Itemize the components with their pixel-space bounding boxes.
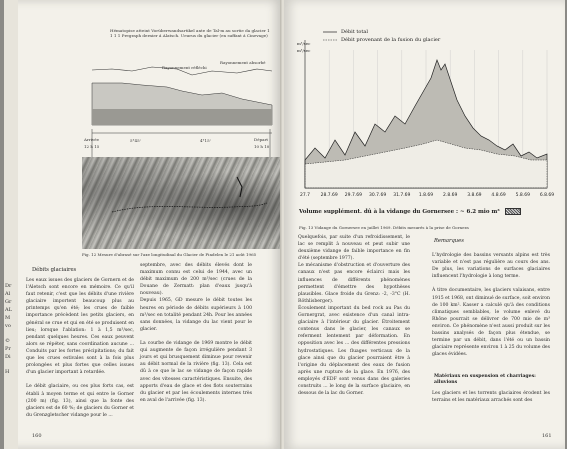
right-column-2: L'hydrologie des bassins versants alpins est très variable et n'est pas régulière au cours des ans. De plus, les variations de surfaces glaciaires influencent l'hydrologie à long terme. À titre documentaire, les glaciers valaisans, entre 1915 et 1968, ont diminué de surface, soit environ de 100 km². Kasser a calculé qu'à des conditions climatiques semblables, le volume enlevé du Rhône pourrait se délivrer de 700 mio de m³ environ. Ce phénomène n'est aussi produit sur les bassins analysés de façon plus étendue, se termine par un débit, dans l'été ou un bassin glaciaire représente environ 1 à 25 du volume des glaces évidées. [432,253,550,358]
discharge-chart [297,20,555,216]
edge-fragment: Pr [5,346,11,352]
edge-fragment: H [5,369,10,375]
x-tick-label: 1.8.69 [418,193,434,198]
edge-fragment: Di [5,354,11,360]
edge-fragment: M [5,315,11,321]
arrow-icon [237,177,242,197]
axis-tick: 5°45' [130,138,141,143]
departure-time: 10 h 10 [254,144,270,149]
volume-label: Volume supplément. dû à la vidange du Gornersee : [299,209,459,215]
right-page [284,0,565,449]
arrival-time: 12 h 15 [84,144,100,149]
right-column-2-tail: Les glaciers et les torrents glaciaires érodent les terrains et les matériaux arrachés sont des [432,391,552,404]
remarks-heading: Remarques [434,238,464,244]
chart-footer [299,208,521,215]
left-column-2: septembre, avec des débits élevés dont le maximum connu est celui de 1944, avec un débit maximum de 200 m³/sec (crues de la Douane de Zermatt: plan d'eaux jusqu'à nouveau). Depuis 1965, GD mesure le débit toutes les heures en période de débits supérieurs à 100 m³/sec en totalité pendant 24h. Pour les années sans données, la vidange du lac vient pour le glacier. La courbe de vidange de 1969 montre le débit qui augmente de façon irrégulière pendant 3 jours et qui brusquement diminue pour revenir au débit normal de la rivière (fig. 13). Cela est dû à ce que le lac se vidange de façon rapide avec des vitesses caractéristiques. Ensuite, des apports d'eau de glace et des flots souterrains du glacier et par les écoulements internes très en aval de l'arrivée (fig. 13). [140,263,252,403]
legend-melt: Débit provenant de la fusion du glacier [341,37,441,43]
ground-band [92,109,272,125]
x-tick-label: 2.8.69 [443,193,458,198]
edge-fragment: Dr [5,283,12,289]
x-tick-label: 6.8.69 [539,193,555,198]
edge-fragment: vo [5,323,11,329]
page-number-right: 161 [542,433,552,439]
legend-absorbed: Rayonnement absorbé [220,60,266,65]
figure-title: Hématopise atteint Vorüberwandsartikel ante de Tal-m au sortie da glacier 1 1 1 1 Pregraph dernier á Alatsch. Ueurus du glacier (en suffant á Cinevage) [110,28,270,38]
x-tick-label: 28.7.69 [320,193,338,198]
profile-diagram [82,25,280,165]
y-unit-label: m³/sec [297,41,311,46]
x-tick-label: 31.7.69 [393,193,411,198]
edge-fragment: Gr [5,299,12,305]
legend-total: Débit total [341,29,368,35]
edge-fragment: AL [5,307,12,313]
hatch-swatch [505,208,521,215]
page-number-left: 160 [32,433,42,439]
x-tick-labels [300,192,554,198]
departure-label: Départ [254,137,269,142]
legend-reflected: Rayonnement réfléchi [162,65,207,70]
arrival-label: Arrivée [84,137,99,142]
y-unit-label-2: m³/sec [297,48,311,53]
transect-line [112,203,267,212]
x-tick-label: 27.7 [299,193,311,198]
axis-tick: 4°15' [200,138,211,143]
volume-value: ~ 6.2 mio m³ [459,209,500,215]
x-tick-label: 4.8.69 [491,193,506,198]
left-page [4,0,282,449]
right-column-1: Quelquefois, par suite d'un refroidissement, le lac se remplit à nouveau et peut subir une deuxième vidange de faible importance en fin d'été (septembre 1977). Le mécanisme d'obstruction et d'ouverture des canaux n'est pas encore éclairci mais les influences de différents phénomènes permettent d'émettre des hypothèses plausibles. Glace froide du Grenz: -2, -3°C (H. Röthlisberger). Écoulement important du bed rock au Pas du Gornergrat, avec existence d'un canal intra-glaciaire à l'intérieur du glacier. Étroitement contenus dans le glacier, les canaux se referment lentement par déformation. En opposition avec les ... des différentes pressions hydrostatiques. Les fluages verticaux de la glace ainsi que du glacier pourraient être à l'origine du déplacement des eaux de fusion après une rupture de la glace. En 1976, des employés d'EDF sont venus dans des galeries construits ... le long de la surface glaciaire, en dessous de la lac du Gorner. [298,235,410,397]
left-column-1: Les eaux issues des glaciers de Gornern et de l'Aletsch sont encore en mémoire. Ce qu'il faut retenir, c'est que les débits d'une rivière glaciaire importent beaucoup plus au printemps qu'en été; les crues de faible importance précèdent les petits glaciers, en général se crue et qui en été se produisent en lieu; lorsque l'ablation: 1 à 1,5 m³/sec, pendant quelques heures. Ces eaux peuvent alors se répéter, sans coordination aucune ... Conduits par les fortes précipitations; du fait que les crues estivales sont à la fois plus prolongées et plus fortes que celles issues d'un glacier important à retardée. Le débit glaciaire, ou ces plus forts cas, est établi à moyen terme et qui entre le Gorner (200 m) (fig. 13), ainsi que la fonte des glaciers est de 60 %; de glaciers du Gorner et du Grenzgletscher vidange pour le ... [26,278,134,418]
adjacent-page-edge [4,0,18,449]
aerial-photo [82,157,280,249]
photo-overlay [82,157,280,249]
figure-13-caption: Fig. 13 Vidange du Gornersee en juillet 1969. Débits mesurés à la prise de Gornera [299,225,469,230]
x-tick-label: 5.8.69 [515,193,530,198]
figure-12 [82,25,280,250]
edge-fragment: Al [5,291,11,297]
x-tick-label: 3.8.69 [467,193,482,198]
edge-fragment: © [5,338,10,344]
figure-12-caption: Fig. 12 Mesure d'abrasé sur l'axe longitudinal du Glacier de Findelen le 21 août 1965 [82,252,257,257]
section-title: Débits glaciaires [32,267,77,273]
figure-13-chart [297,20,555,216]
reflected-line [92,67,272,75]
sediments-heading: Matériaux en suspension et charriages: alluvions [434,374,536,385]
x-tick-label: 29.7.69 [344,193,362,198]
x-tick-label: 30.7.69 [369,193,387,198]
